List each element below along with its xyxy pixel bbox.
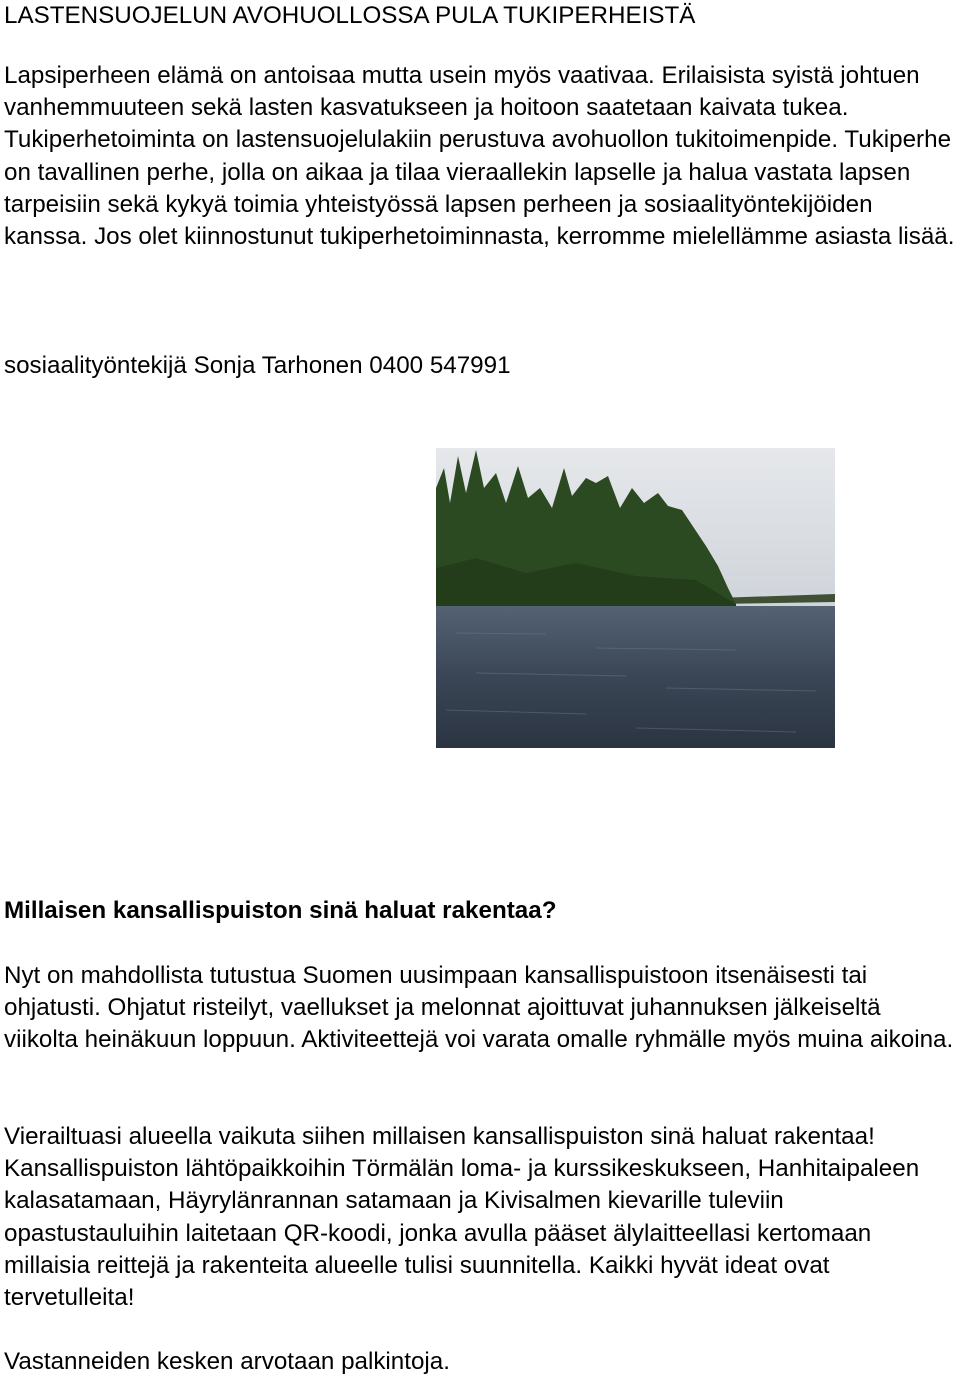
- closing-line: Vastanneiden kesken arvotaan palkintoja.: [4, 1348, 450, 1375]
- paragraph: Vierailtuasi alueella vaikuta siihen millaisen kansallispuiston sinä haluat rakentaa! Kansallispuiston lähtöpaikkoihin Törmälän loma- ja kurssikeskukseen, Hanhitaipaleen kalasatamaan, Häyrylänrannan satamaan ja Kivisalmen kievarille tuleviin opastustauluihin laitetaan QR-koodi, jonka avulla pääset älylaitteellasi kertomaan millaisia reittejä ja rakenteita alueelle tulisi suunnitella. Kaikki hyvät ideat ovat tervetulleita!: [4, 1123, 920, 1312]
- lake-water: [436, 606, 835, 748]
- lake-photo: [436, 448, 835, 748]
- section-heading: Millaisen kansallispuiston sinä haluat rakentaa?: [4, 897, 557, 924]
- article-body: Lapsiperheen elämä on antoisaa mutta usein myös vaativaa. Erilaisista syistä johtuen vanhemmuuteen sekä lasten kasvatukseen ja hoitoon saatetaan kaivata tukea. Tukiperhetoiminta on lastensuojelulakiin perustuva avohuollon tukitoimenpide. Tukiperhe on tavallinen perhe, jolla on aikaa ja tilaa vieraallekin lapselle ja halua vastata lapsen tarpeisiin sekä kykyä toimia yhteistyössä lapsen perheen ja sosiaalityöntekijöiden kanssa. Jos olet kiinnostunut tukiperhetoiminnasta, kerromme mielellämme asiasta lisää.: [4, 62, 955, 251]
- contact-line: sosiaalityöntekijä Sonja Tarhonen 0400 547991: [4, 352, 511, 379]
- article-title: LASTENSUOJELUN AVOHUOLLOSSA PULA TUKIPERHEISTÄ: [4, 2, 696, 29]
- paragraph: Nyt on mahdollista tutustua Suomen uusimpaan kansallispuistoon itsenäisesti tai ohjatusti. Ohjatut risteilyt, vaellukset ja melonnat ajoittuvat juhannuksen jälkeiseltä viikolta heinäkuun loppuun. Aktiviteettejä voi varata omalle ryhmälle myös muina aikoina.: [4, 962, 954, 1054]
